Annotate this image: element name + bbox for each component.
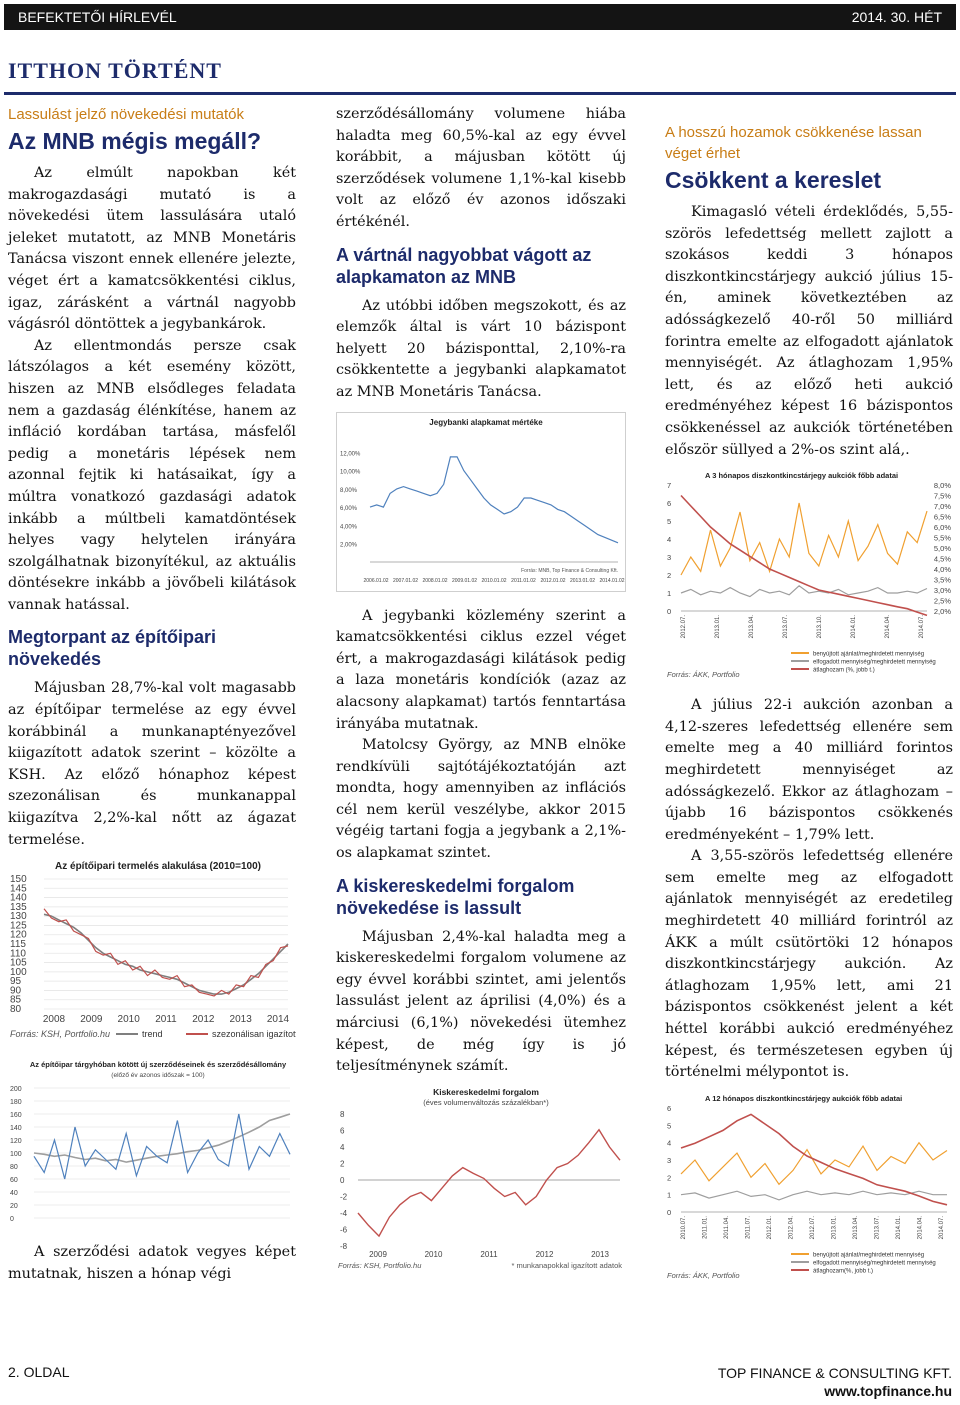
y-tick-label: 4,00% <box>340 523 358 530</box>
article5-title: Csökkent a kereslet <box>665 167 882 193</box>
page-number: 2. OLDAL <box>8 1364 70 1380</box>
series-line <box>44 909 288 996</box>
y-tick-label-right: 2,0% <box>933 607 951 617</box>
article2-paragraph-cont: szerződésállomány volumene hiába haladta meg 60,5%-kal az egy évvel korábbit, a májusban kötött új szerződések volumene 1,1%-kal kisebb volt az előző év azonos időszaki értékénél. <box>336 106 626 230</box>
x-tick-label: 2010 <box>424 1249 443 1259</box>
y-tick-label: 120 <box>10 929 27 941</box>
y-tick-label: 60 <box>10 1177 18 1185</box>
y-tick-label: 10,00% <box>340 469 361 476</box>
article4-paragraph: Májusban 2,4%-kal haladta meg a kiskereskedelmi forgalom volumene az egy évvel korábbi szintet, ami jelentős lassulást jelent az áprilisi (4,0%) és a márciusi (6,1%) növekedési ütemhez képest, de még így is jó teljesítménynek számít. <box>336 928 626 1075</box>
footer-company-block <box>718 1364 952 1400</box>
y-tick-label: 1 <box>667 1190 672 1200</box>
y-tick-label: 1 <box>667 589 672 599</box>
x-tick-label: 2013.01. <box>831 1215 838 1240</box>
x-tick-label: 2013.07. <box>783 615 789 639</box>
y-tick-label: 100 <box>10 1151 22 1159</box>
chart-source: Forrás: KSH, Portfolio.hu <box>10 1029 111 1040</box>
x-tick-label: 2012.01. <box>767 1215 773 1240</box>
chart-title: Az építőipari termelés alakulása (2010=100) <box>55 861 261 873</box>
y-tick-label: 4 <box>667 535 672 545</box>
x-tick-label: 2008 <box>42 1014 66 1026</box>
x-tick-label: 2013.01.02 <box>569 577 596 584</box>
tbill-12m-chart <box>665 1092 953 1286</box>
y-tick-label-right: 5,0% <box>933 544 951 554</box>
x-tick-label: 2012 <box>535 1249 554 1259</box>
legend-label: átlaghozam (%, jobb t.) <box>813 667 875 674</box>
y-tick-label: 3 <box>667 1155 672 1165</box>
y-tick-label: 140 <box>10 892 27 904</box>
chart-subtitle: (előző év azonos időszak = 100) <box>111 1072 205 1080</box>
x-tick-label: 2009 <box>80 1014 103 1026</box>
article2-paragraph: A szerződési adatok vegyes képet mutatnak, hiszen a hónap végi <box>8 1244 296 1282</box>
construction-chart <box>8 859 296 1048</box>
y-tick-label: 140 <box>10 1125 22 1133</box>
y-tick-label: 2 <box>340 1159 345 1169</box>
article1-paragraph: Az elmúlt napokban két makrogazdasági mutató is a növekedési ütem lassulására utaló jeleket mutatott, az MNB Monetáris Tanácsa viszont ennek ellenére jelezte, véget ért a kamatcsökkentési ciklus, igaz, zárásként a vártnál nagyobb vágásról döntöttek a jegybankárok. <box>8 165 296 333</box>
x-tick-label: 2011.01. <box>702 1215 709 1239</box>
x-tick-label: 2010 <box>117 1014 140 1026</box>
article5-paragraph: A 3,55-szörös lefedettség ellenére sem emelte meg az elfogadott ajánlatok mennyiségét az eredetileg meghirdetett 40 milliárd forintról az ÁKK a múlt csütörtöki 12 hónapos diszkontkincstárjegy aukción. Az átlaghozam 1,95% lett, ami 21 bázispontos csökkenést jelent a két héttel korábbi aukció eredményéhez képest, és természetesen egyben új történelmi mélypontot is. <box>665 848 953 1081</box>
y-tick-label: 95 <box>10 976 22 988</box>
x-tick-label: 2009 <box>369 1249 387 1259</box>
y-tick-label: 145 <box>10 883 27 895</box>
x-tick-label: 2014.04. <box>917 1215 924 1240</box>
section-title: ITTHON TÖRTÉNT <box>8 58 222 83</box>
newsletter-title: BEFEKTETŐI HÍRLEVÉL <box>18 9 177 25</box>
y-tick-label-right: 2,5% <box>933 596 951 606</box>
x-tick-label: 2011 <box>480 1249 498 1259</box>
x-tick-label: 2009.01.02 <box>451 577 478 584</box>
y-tick-label: 4 <box>340 1142 345 1152</box>
y-tick-label: 8,00% <box>340 487 358 494</box>
article1-paragraph: Az ellentmondás persze csak látszólagos a két esemény között, hiszen az MNB elsődleges feladata nem a gazdaság élénkítése, hanem az infláció kordában tartása, másfelől pedig a monetáris lépések nem azonnal fejtik ki hatásaikat, így a múltra vonatkozó gazdasági adatok inkább a múltbeli kamatdöntések helyes vagy helytelen irányára szolgálhatnak bizonyítékul, az aktuális döntésekre inkább a jövőbeli kilátások vannak hatással. <box>8 337 296 613</box>
y-tick-label-right: 7,5% <box>933 491 951 501</box>
x-tick-label: 2014.04. <box>885 615 891 639</box>
y-tick-label-right: 5,5% <box>933 533 951 543</box>
x-tick-label: 2012.04. <box>788 1215 795 1240</box>
chart-source: Forrás: ÁKK, Portfolio <box>667 670 740 680</box>
company-name: TOP FINANCE & CONSULTING KFT. <box>717 1365 952 1381</box>
series-line <box>681 1143 947 1185</box>
y-tick-label: 6 <box>667 499 672 509</box>
x-tick-label: 2010.01.02 <box>481 577 507 584</box>
x-tick-label: 2012.07. <box>810 1215 816 1240</box>
article1-title: Az MNB mégis megáll? <box>8 128 262 154</box>
legend-label: elfogadott mennyiség/meghirdetett mennyiség <box>813 1260 936 1267</box>
article5-paragraph: Kimagasló vételi érdeklődés, 5,55-szörös lefedettség mellett zajlott a szokásos keddi 3 hónapos diszkontkincstárjegy aukció július 15-én, aminek következtében az adósságkezelő 40-ről 50 milliárd forintra emelte az elfogadott ajánlatok mennyiségét. Az átlaghozam 1,95% lett, és az előző heti aukció eredményéhez képest 16 bázispontos csökkenéssel az aukciók történetében először süllyed a 2%-os szint alá,. <box>665 204 953 458</box>
article4-title: A kiskereskedelmi forgalom növekedése is lassult <box>336 875 575 918</box>
y-tick-label: 125 <box>10 920 27 932</box>
y-tick-label: 105 <box>10 957 27 969</box>
y-tick-label: 40 <box>10 1190 18 1198</box>
y-tick-label: 7 <box>667 481 672 491</box>
series-line <box>681 586 927 597</box>
x-tick-label: 2013.01. <box>715 615 721 639</box>
legend-label: szezonálisan igazított <box>212 1029 296 1040</box>
article5-paragraph: A július 22-i aukción azonban a 4,12-szeres lefedettség ellenére sem emelte meg a 40 milliárd forintos meghirdetett mennyiséget az adósságkezelő. Ekkor az átlaghozam – újabb 16 bázispontos csökkenés eredményeként – 1,79% lett. <box>665 697 953 843</box>
legend-label: elfogadott mennyiség/meghirdetett mennyiség <box>813 659 936 666</box>
x-tick-label: 2007.01.02 <box>392 577 419 584</box>
y-tick-label: 2,00% <box>340 542 358 549</box>
y-tick-label: 12,00% <box>340 450 361 457</box>
x-tick-label: 2014 <box>266 1014 290 1026</box>
y-tick-label-right: 6,5% <box>933 512 951 522</box>
chart-source: Forrás: MNB, Top Finance & Consulting Kft. <box>521 567 618 574</box>
x-tick-label: 2010.07. <box>681 1215 687 1240</box>
y-tick-label: 0 <box>340 1175 345 1185</box>
x-tick-label: 2011.07. <box>745 1215 752 1239</box>
y-tick-label: 3 <box>667 553 672 563</box>
x-tick-label: 2013.04. <box>853 1215 859 1240</box>
article5-kicker: A hosszú hozamok csökkenése lassan véget érhet <box>665 124 922 162</box>
x-tick-label: 2011.04. <box>724 1215 730 1239</box>
y-tick-label: 80 <box>10 1164 18 1172</box>
chart-source: Forrás: KSH, Portfolio.hu <box>338 1260 422 1270</box>
y-tick-label: 120 <box>10 1138 22 1146</box>
y-tick-label: 135 <box>10 902 27 914</box>
y-tick-label: -8 <box>340 1241 348 1251</box>
tbill-3m-chart <box>665 469 953 685</box>
chart-title: Az építőipar tárgyhóban kötött új szerződéseinek és szerződésállomány <box>29 1060 287 1070</box>
x-tick-label: 2014.07. <box>919 615 925 639</box>
x-tick-label: 2012.01.02 <box>540 577 566 584</box>
x-tick-label: 2014.07. <box>939 1215 945 1240</box>
legend-label: benyújtott ajánlat/meghirdetett mennyiség <box>813 651 925 658</box>
y-tick-label-right: 6,0% <box>933 523 951 533</box>
y-tick-label: 180 <box>10 1099 22 1107</box>
y-tick-label: 110 <box>10 948 26 960</box>
base-rate-chart <box>336 412 626 596</box>
chart-frame <box>337 412 626 591</box>
y-tick-label: 160 <box>10 1112 22 1120</box>
y-tick-label: 85 <box>10 994 22 1006</box>
chart-title: Jegybanki alapkamat mértéke <box>429 417 543 427</box>
y-tick-label-right: 4,0% <box>933 565 951 575</box>
y-tick-label: 200 <box>10 1086 22 1094</box>
article3-paragraph: Az utóbbi időben megszokott, és az elemzők által is várt 10 bázispont helyett 20 bázisponttal, 2,10%-ra csökkentette a jegybanki alapkamatot az MNB Monetáris Tanácsa. <box>336 297 626 400</box>
x-tick-label: 2011 <box>155 1014 177 1026</box>
x-tick-label: 2011.01.02 <box>511 577 536 584</box>
x-tick-label: 2012.07. <box>681 615 687 639</box>
y-tick-label: 20 <box>10 1203 18 1211</box>
y-tick-label: -4 <box>340 1208 348 1218</box>
y-tick-label-right: 4,5% <box>933 554 951 564</box>
legend-label: trend <box>142 1029 163 1040</box>
y-tick-label: -6 <box>340 1225 348 1235</box>
y-tick-label: 0 <box>667 1207 672 1217</box>
x-tick-label: 2014.01. <box>851 615 857 639</box>
contracts-chart <box>8 1058 296 1232</box>
header-bar <box>4 4 956 30</box>
x-tick-label: 2014.01.02 <box>599 577 625 584</box>
legend-label: átlaghozam(%, jobb t.) <box>813 1268 874 1275</box>
y-tick-label: 115 <box>10 939 26 951</box>
chart-subtitle: (éves volumenváltozás százalékban*) <box>423 1097 549 1107</box>
article2-title: Megtorpant az építőipari növekedés <box>8 627 217 670</box>
x-tick-label: 2013.10. <box>817 615 823 639</box>
column-3 <box>665 104 953 1296</box>
y-tick-label: 90 <box>10 985 22 997</box>
y-tick-label-right: 7,0% <box>933 502 951 512</box>
x-tick-label: 2008.01.02 <box>422 577 448 584</box>
chart-title: A 12 hónapos diszkontkincstárjegy aukciók főbb adatai <box>705 1093 903 1103</box>
y-tick-label: 130 <box>10 911 27 923</box>
y-tick-label: 150 <box>10 874 27 886</box>
article3-paragraph: Matolcsy György, az MNB elnöke rendkívüli sajtótájékoztatóján azt mondta, hogy amennyiben az inflációs cél nem kerül veszélybe, akkor 2015 végéig tartani fogja a jegybank a 2,1%-os alapkamat szintet. <box>336 737 626 862</box>
article1-kicker: Lassulást jelző növekedési mutatók <box>8 106 244 123</box>
y-tick-label: 2 <box>667 1173 672 1183</box>
chart-title: A 3 hónapos diszkontkincstárjegy aukciók főbb adatai <box>705 471 899 481</box>
y-tick-label: 6 <box>667 1103 672 1113</box>
y-tick-label: 0 <box>10 1216 14 1224</box>
chart-title: Kiskereskedelmi forgalom <box>433 1086 539 1097</box>
column-1 <box>8 104 296 1285</box>
y-tick-label: 5 <box>667 1121 672 1131</box>
legend-label: benyújtott ajánlat/meghirdetett mennyiség <box>813 1252 925 1259</box>
y-tick-label: 6,00% <box>340 505 358 512</box>
article3-paragraph: A jegybanki közlemény szerint a kamatcsökkentési ciklus ezzel véget ért, a makrogazdasági kilátások pedig a laza monetáris kondíciók (azaz az alacsony alapkamat) tartós fenntartása irányába mutatnak. <box>336 607 626 732</box>
article2-paragraph: Májusban 28,7%-kal volt magasabb az építőipar termelése az egy évvel korábbinál a munkanaptényezővel kiigazított adatok szerint – közölte a KSH. Az előző hónaphoz képest szezonálisan és munkanappal kiigazítva 2,2%-kal nőtt az ágazat termelése. <box>8 680 296 848</box>
y-tick-label: 8 <box>340 1109 345 1119</box>
x-tick-label: 2013.07. <box>874 1215 881 1240</box>
y-tick-label: 100 <box>10 967 27 979</box>
series-line <box>34 1114 290 1179</box>
section-divider <box>4 92 956 95</box>
company-url[interactable]: www.topfinance.hu <box>824 1383 952 1399</box>
series-line <box>358 1130 620 1236</box>
x-tick-label: 2014.01. <box>896 1215 902 1240</box>
y-tick-label: 6 <box>340 1126 345 1136</box>
y-tick-label: 0 <box>667 607 672 617</box>
y-tick-label-right: 8,0% <box>933 481 951 491</box>
x-tick-label: 2006.01.02 <box>363 577 389 584</box>
article3-title: A vártnál nagyobbat vágott az alapkamaton az MNB <box>336 244 592 287</box>
x-tick-label: 2012 <box>192 1014 215 1026</box>
y-tick-label: 4 <box>667 1138 672 1148</box>
y-tick-label: 5 <box>667 517 672 527</box>
y-tick-label-right: 3,0% <box>933 586 951 596</box>
series-line <box>681 503 927 575</box>
y-tick-label: -2 <box>340 1192 348 1202</box>
issue-week: 2014. 30. HÉT <box>851 9 942 25</box>
chart-note: * munkanapokkal igazított adatok <box>511 1260 622 1270</box>
y-tick-label: 80 <box>10 1004 22 1016</box>
x-tick-label: 2013 <box>229 1014 252 1026</box>
y-tick-label-right: 3,5% <box>933 575 951 585</box>
column-2 <box>336 104 626 1285</box>
y-tick-label: 2 <box>667 571 672 581</box>
x-tick-label: 2013.04. <box>749 615 755 639</box>
retail-chart <box>336 1086 626 1275</box>
series-line <box>44 915 288 995</box>
chart-source: Forrás: ÁKK, Portfolio <box>667 1270 740 1280</box>
x-tick-label: 2013 <box>591 1249 609 1259</box>
